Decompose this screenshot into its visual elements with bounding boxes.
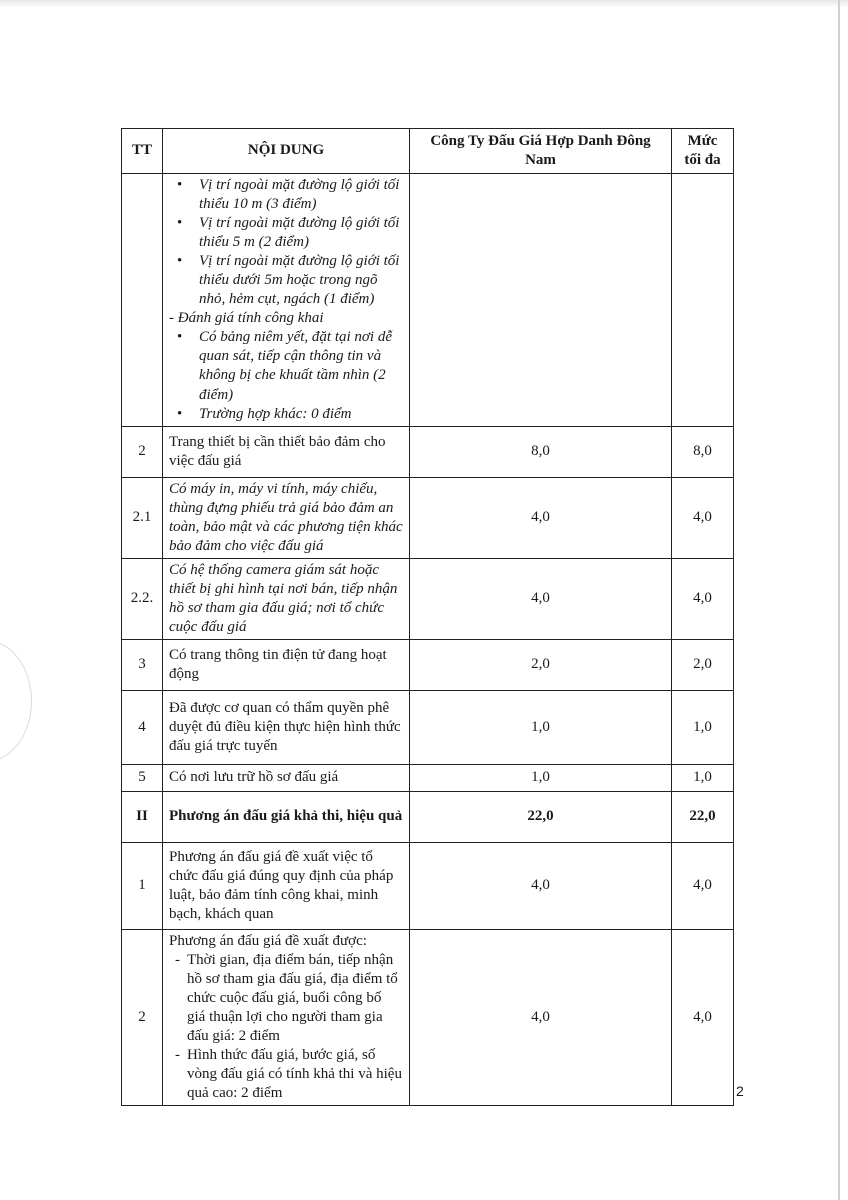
- row-max: 8,0: [672, 426, 734, 477]
- list-item: • Có bảng niêm yết, đặt tại nơi dễ quan sát, tiếp cận thông tin và không bị che khuất tầm nhìn (2 điểm): [199, 328, 403, 404]
- list-item: - Hình thức đấu giá, bước giá, số vòng đấu giá có tính khả thi và hiệu quả cao: 2 điểm: [187, 1046, 403, 1103]
- row-score: 1,0: [410, 764, 672, 791]
- row-max: 1,0: [672, 690, 734, 764]
- row-score: 4,0: [410, 477, 672, 558]
- row-max: 1,0: [672, 764, 734, 791]
- row-score: 4,0: [410, 558, 672, 639]
- scan-right-edge: [838, 0, 840, 1200]
- page-number: 2: [736, 1083, 744, 1099]
- table-row: [122, 426, 734, 477]
- publicity-heading: - Đánh giá tính công khai: [169, 310, 324, 327]
- row-number: 1: [122, 842, 163, 929]
- scan-top-edge: [0, 0, 848, 8]
- list-item: • Trường hợp khác: 0 điểm: [199, 405, 403, 424]
- row-number: 2.1: [122, 477, 163, 558]
- row-number: 2: [122, 929, 163, 1105]
- row-score: 4,0: [410, 929, 672, 1105]
- header-tt: TT: [122, 129, 163, 174]
- row-content: Trang thiết bị cần thiết bảo đảm cho việc đấu giá: [163, 426, 410, 477]
- row-score: 2,0: [410, 639, 672, 690]
- header-company: Công Ty Đấu Giá Hợp Danh Đông Nam: [410, 129, 672, 174]
- row-content: Có hệ thống camera giám sát hoặc thiết bị ghi hình tại nơi bán, tiếp nhận hồ sơ tham gia đấu giá; nơi tổ chức cuộc đấu giá: [163, 558, 410, 639]
- scoring-table: [121, 128, 734, 1106]
- header-row: [122, 129, 734, 174]
- section-max: 22,0: [672, 791, 734, 842]
- row-number: 3: [122, 639, 163, 690]
- table-row-location: [122, 174, 734, 427]
- table-row: [122, 764, 734, 791]
- section-row: [122, 791, 734, 842]
- row-score: 8,0: [410, 426, 672, 477]
- section-title: Phương án đấu giá khả thi, hiệu quả: [163, 791, 410, 842]
- table-row: [122, 558, 734, 639]
- row-score: 1,0: [410, 690, 672, 764]
- table-row: [122, 477, 734, 558]
- header-max: Mức tối đa: [672, 129, 734, 174]
- row-number: 2.2.: [122, 558, 163, 639]
- row-content: Có máy in, máy vi tính, máy chiếu, thùng đựng phiếu trả giá bảo đảm an toàn, bảo mật và các phương tiện khác bảo đảm cho việc đấu giá: [163, 477, 410, 558]
- row-intro: Phương án đấu giá đề xuất được:: [169, 932, 367, 949]
- list-item: • Vị trí ngoài mặt đường lộ giới tối thiểu dưới 5m hoặc trong ngõ nhỏ, hẻm cụt, ngách (1 điểm): [199, 252, 403, 309]
- row-number: 4: [122, 690, 163, 764]
- row-content: Phương án đấu giá đề xuất việc tổ chức đấu giá đúng quy định của pháp luật, bảo đảm tính công khai, minh bạch, khách quan: [163, 842, 410, 929]
- row-content: Có trang thông tin điện tử đang hoạt động: [163, 639, 410, 690]
- section-score: 22,0: [410, 791, 672, 842]
- proposal-dash-list: [169, 951, 403, 1103]
- list-item: - Thời gian, địa điểm bán, tiếp nhận hồ sơ tham gia đấu giá, địa điểm tổ chức cuộc đấu giá, buổi công bố giá thuận lợi cho người tham gia đấu giá: 2 điểm: [187, 951, 403, 1046]
- table-row: [122, 639, 734, 690]
- stamp-fragment: [0, 640, 32, 762]
- table-row: [122, 690, 734, 764]
- row-content: Có nơi lưu trữ hồ sơ đấu giá: [163, 764, 410, 791]
- location-criteria-cell: [163, 174, 410, 427]
- list-item: • Vị trí ngoài mặt đường lộ giới tối thiểu 10 m (3 điểm): [199, 176, 403, 214]
- row-max: 4,0: [672, 842, 734, 929]
- header-content: NỘI DUNG: [163, 129, 410, 174]
- row-content: Đã được cơ quan có thẩm quyền phê duyệt đủ điều kiện thực hiện hình thức đấu giá trực tuyến: [163, 690, 410, 764]
- row-number: 2: [122, 426, 163, 477]
- location-bullet-list: [169, 176, 403, 309]
- table-row: [122, 842, 734, 929]
- table-row: [122, 929, 734, 1105]
- list-item: • Vị trí ngoài mặt đường lộ giới tối thiểu 5 m (2 điểm): [199, 214, 403, 252]
- row-max: 4,0: [672, 558, 734, 639]
- row-number: 5: [122, 764, 163, 791]
- row-content: [163, 929, 410, 1105]
- publicity-bullet-list: [169, 328, 403, 423]
- row-score: 4,0: [410, 842, 672, 929]
- row-max: 2,0: [672, 639, 734, 690]
- row-max: 4,0: [672, 929, 734, 1105]
- row-max: 4,0: [672, 477, 734, 558]
- section-number: II: [122, 791, 163, 842]
